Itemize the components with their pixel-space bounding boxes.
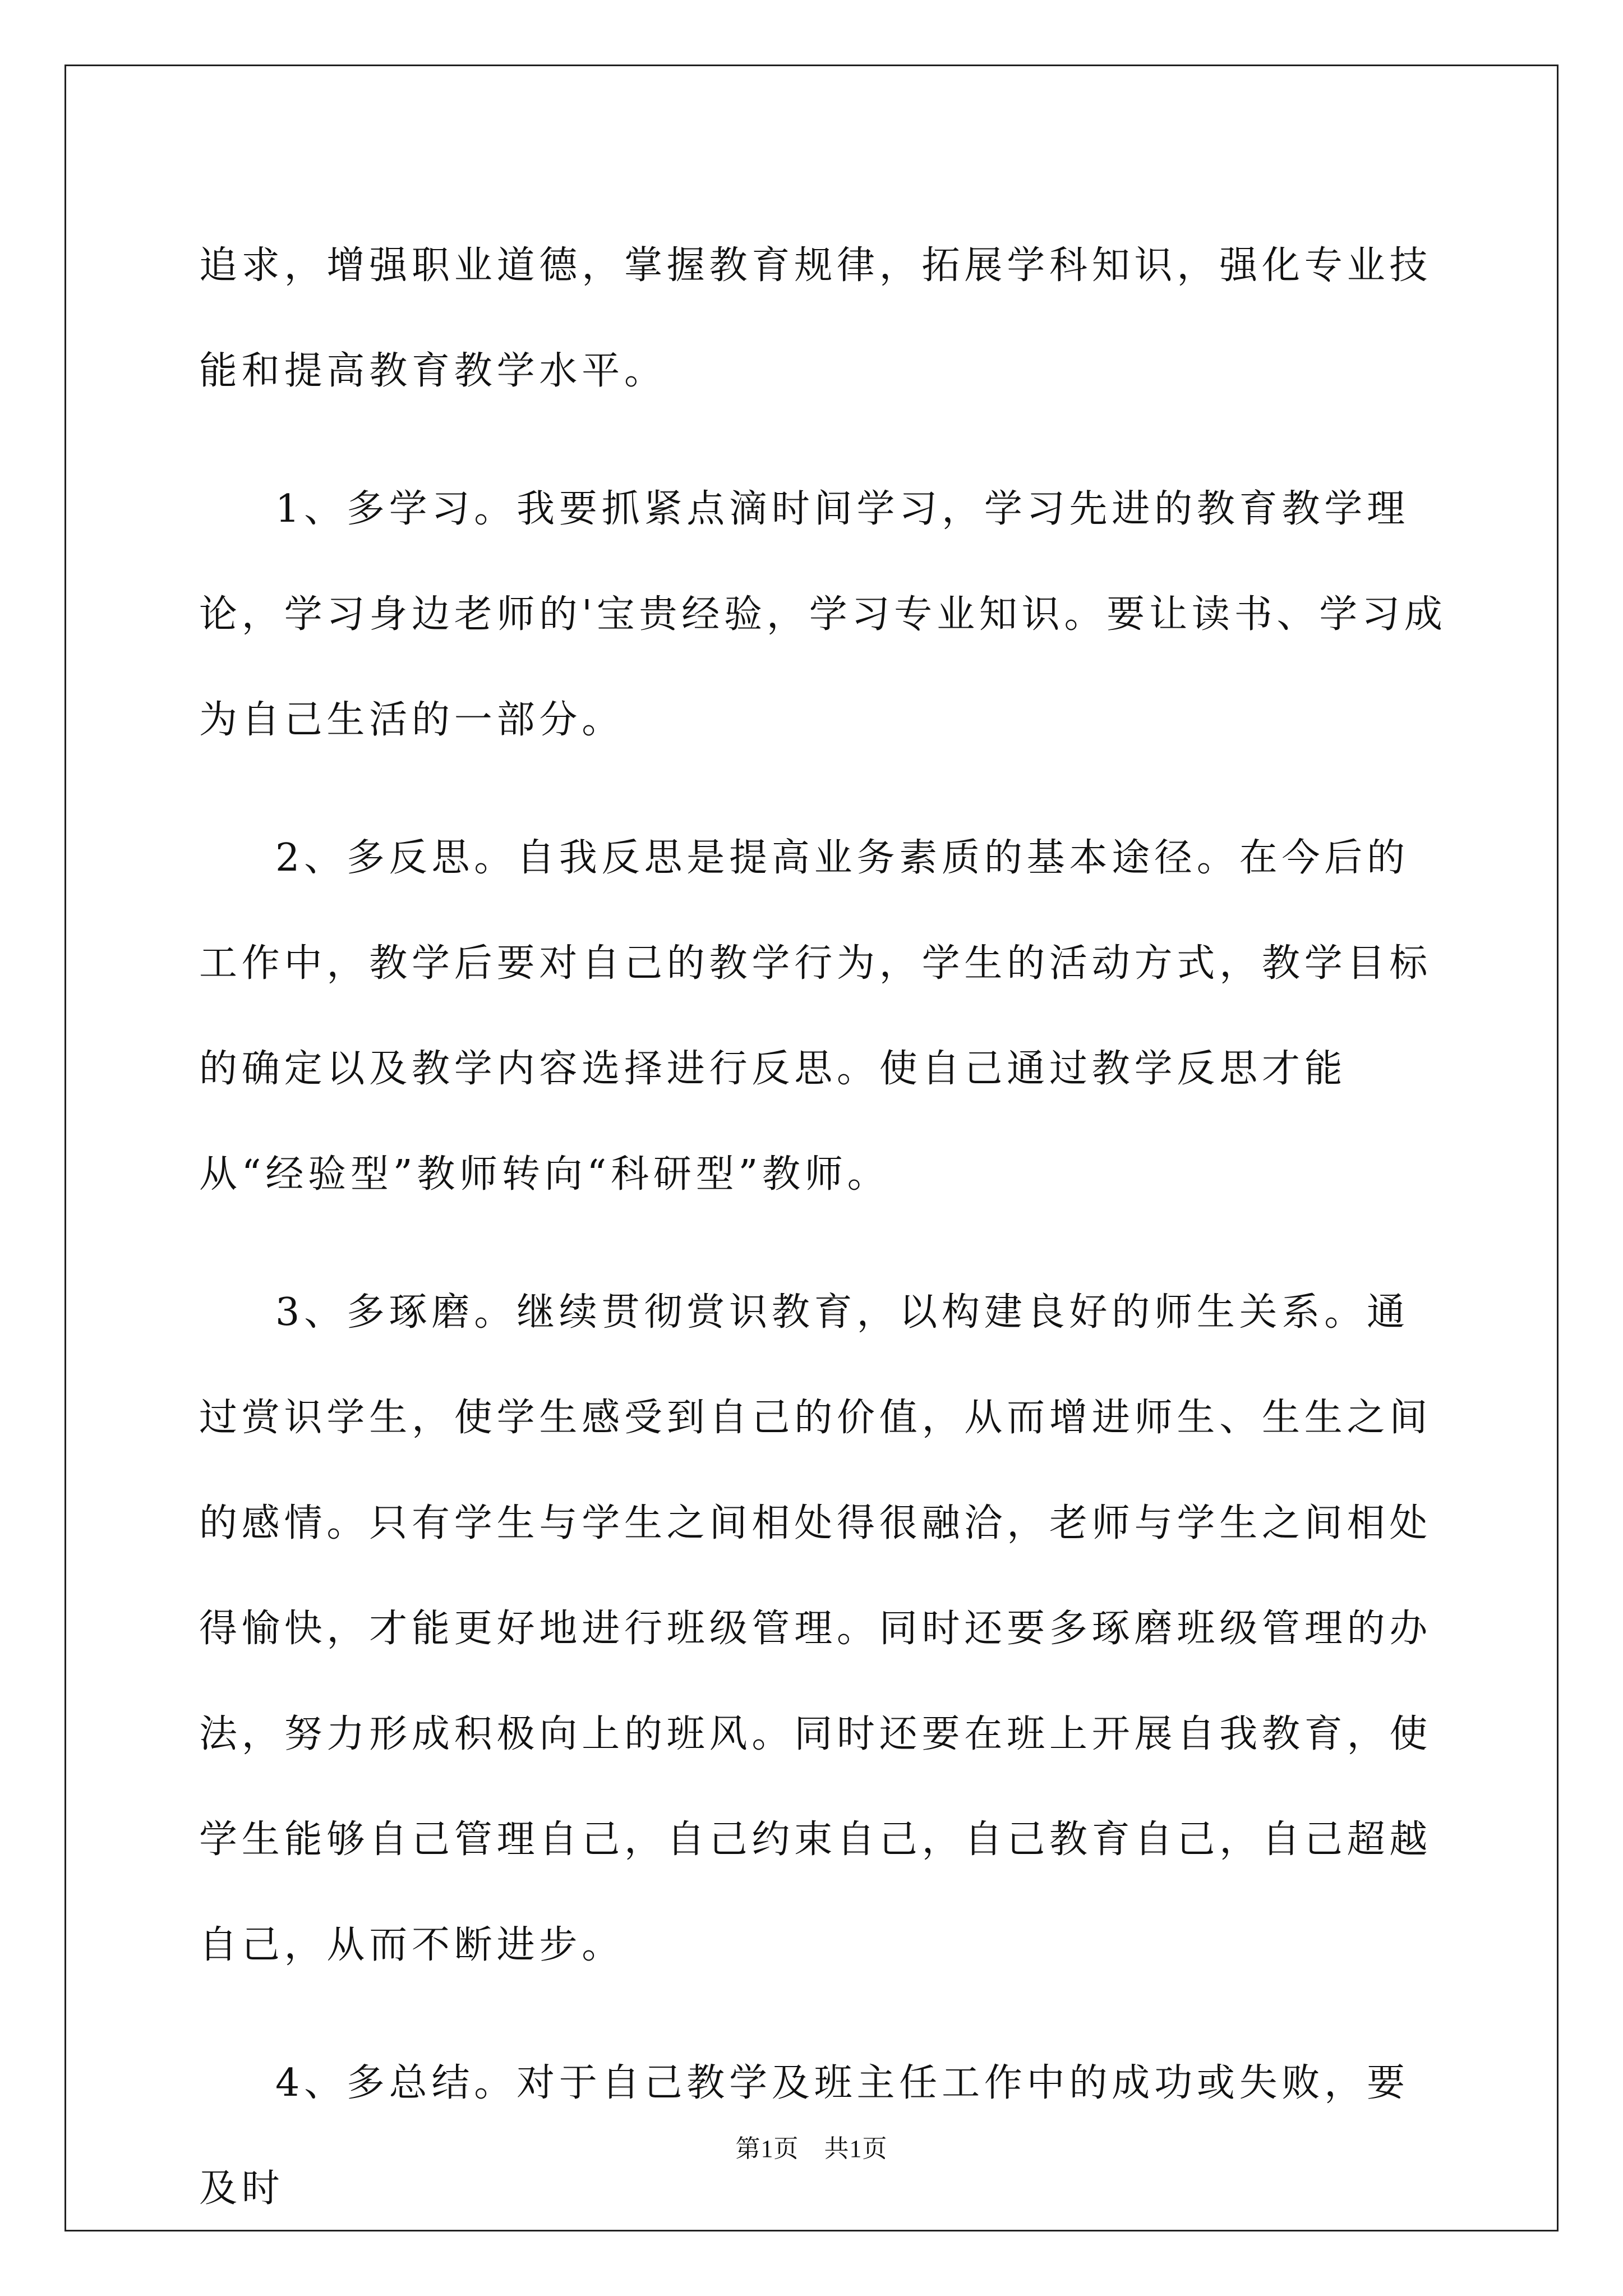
paragraph-study: 1、多学习。我要抓紧点滴时间学习，学习先进的教育教学理论，学习身边老师的'宝贵经验，学习专业知识。要让读书、学习成为自己生活的一部分。 [199, 487, 1447, 742]
paragraph-reflect: 2、多反思。自我反思是提高业务素质的基本途径。在今后的工作中，教学后要对自己的教学行为，学生的活动方式，教学目标的确定以及教学内容选择进行反思。使自己通过教学反思才能从“经验型”教师转向“科研型”教师。 [199, 836, 1432, 1197]
paragraph-summarize: 4、多总结。对于自己教学及班主任工作中的成功或失败，要及时 [199, 2061, 1409, 2211]
page-number-footer: 第1页 共1页 [735, 2135, 888, 2162]
document-body [199, 213, 1450, 2274]
paragraph-ponder: 3、多琢磨。继续贯彻赏识教育，以构建良好的师生关系。通过赏识学生，使学生感受到自己的价值，从而增进师生、生生之间的感情。只有学生与学生之间相处得很融洽，老师与学生之间相处得愉快，才能更好地进行班级管理。同时还要多琢磨班级管理的办法，努力形成积极向上的班风。同时还要在班上开展自我教育，使学生能够自己管理自己，自己约束自己，自己教育自己，自己超越自己，从而不断进步。 [199, 1290, 1432, 1967]
paragraph-intro: 追求，增强职业道德，掌握教育规律，拓展学科知识，强化专业技能和提高教育教学水平。 [199, 243, 1432, 393]
